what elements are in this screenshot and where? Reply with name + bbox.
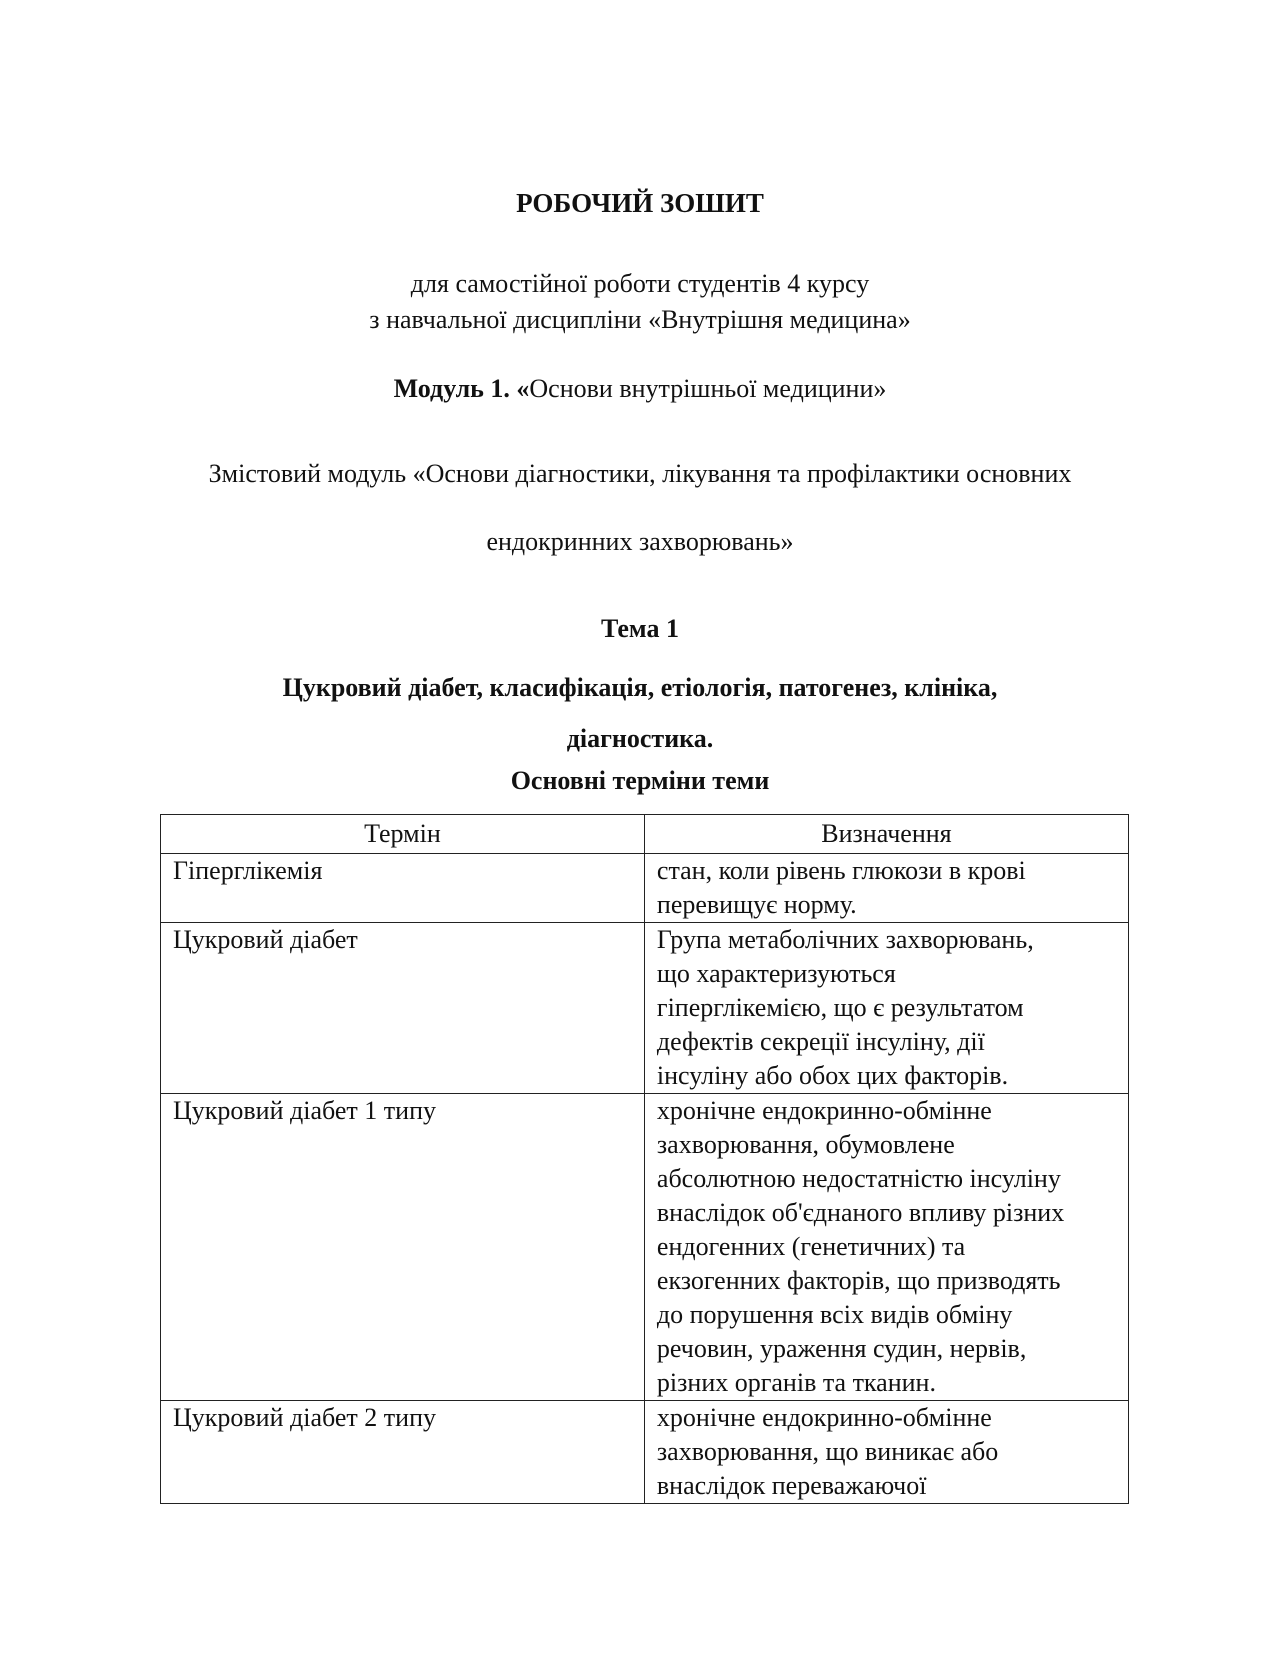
definition-line: дефектів секреції інсуліну, дії: [656, 1027, 985, 1056]
document-subtitle: [0, 266, 1280, 338]
table-row: [161, 1094, 1129, 1401]
table-row: [161, 854, 1129, 923]
content-module-line-2: ендокринних захворювань»: [486, 527, 794, 556]
document-title: РОБОЧИЙ ЗОШИТ: [516, 188, 764, 218]
definition-line: внаслідок переважаючої: [656, 1471, 927, 1500]
column-header-term: Термін: [161, 815, 645, 854]
definition-line: Група метаболічних захворювань,: [656, 925, 1034, 954]
subtitle-line-1: для самостійної роботи студентів 4 курсу: [410, 269, 870, 298]
definition-line: ендогенних (генетичних) та: [656, 1232, 966, 1261]
definition-line: до порушення всіх видів обміну: [656, 1300, 1013, 1329]
definition-line: хронічне ендокринно-обмінне: [656, 1403, 992, 1432]
table-header-row: [161, 815, 1129, 854]
term-cell: Цукровий діабет 1 типу: [161, 1094, 645, 1401]
definition-line: хронічне ендокринно-обмінне: [656, 1096, 992, 1125]
topic-title: [0, 662, 1280, 764]
definition-line: що характеризуються: [656, 959, 896, 988]
table-row: [161, 1401, 1129, 1504]
definition-cell: [644, 923, 1128, 1094]
definition-cell: [644, 854, 1128, 923]
content-module-heading: [0, 440, 1280, 576]
definition-line: перевищує норму.: [656, 890, 857, 919]
topic-title-line-2: діагностика.: [566, 724, 714, 753]
definition-line: стан, коли рівень глюкози в крові: [656, 856, 1026, 885]
topic-number: Тема 1: [601, 614, 679, 643]
terms-heading: Основні терміни теми: [510, 766, 770, 795]
definition-line: різних органів та тканин.: [656, 1368, 936, 1397]
column-header-definition: Визначення: [644, 815, 1128, 854]
module-label: Модуль 1. «: [393, 374, 530, 403]
topic-title-line-1: Цукровий діабет, класифікація, етіологія, патогенез, клініка,: [282, 673, 998, 702]
definition-line: захворювання, що виникає або: [656, 1437, 999, 1466]
definition-line: внаслідок об'єднаного впливу різних: [656, 1198, 1065, 1227]
module-name: Основи внутрішньої медицини»: [529, 374, 887, 403]
definition-line: речовин, ураження судин, нервів,: [656, 1334, 1027, 1363]
definition-line: екзогенних факторів, що призводять: [656, 1266, 1061, 1295]
definition-cell: [644, 1094, 1128, 1401]
definition-line: захворювання, обумовлене: [656, 1130, 955, 1159]
definition-line: гіперглікемією, що є результатом: [656, 993, 1024, 1022]
terms-table: [160, 814, 1129, 1504]
definition-line: інсуліну або обох цих факторів.: [656, 1061, 1009, 1090]
term-cell: Гіперглікемія: [161, 854, 645, 923]
definition-line: абсолютною недостатністю інсуліну: [656, 1164, 1061, 1193]
subtitle-line-2: з навчальної дисципліни «Внутрішня медицина»: [369, 305, 911, 334]
content-module-line-1: Змістовий модуль «Основи діагностики, лікування та профілактики основних: [208, 459, 1072, 488]
term-cell: Цукровий діабет: [161, 923, 645, 1094]
module-heading: [0, 372, 1280, 406]
table-row: [161, 923, 1129, 1094]
definition-cell: [644, 1401, 1128, 1504]
term-cell: Цукровий діабет 2 типу: [161, 1401, 645, 1504]
